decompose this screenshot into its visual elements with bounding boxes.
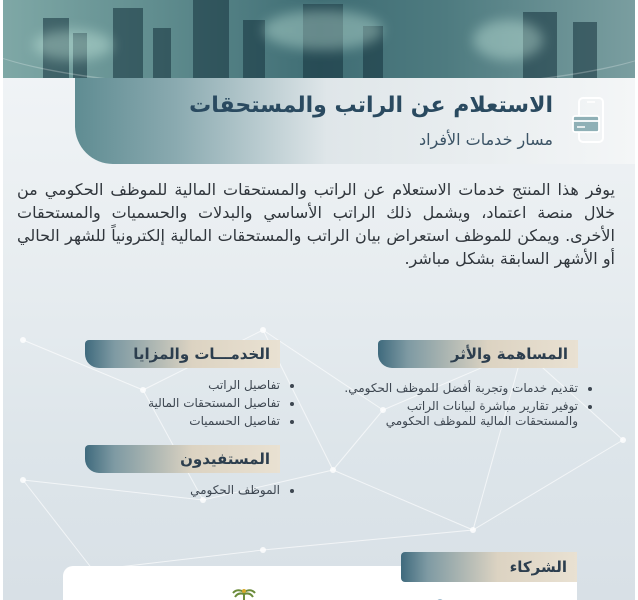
partner-logo-icon — [431, 594, 449, 600]
page-subtitle: مسار خدمات الأفراد — [418, 130, 553, 149]
list-item: • تفاصيل الراتب — [85, 378, 280, 393]
list-item: • تفاصيل المستحقات المالية — [85, 396, 280, 411]
section-tag-services: الخدمـــات والمزايا — [85, 340, 280, 368]
contribution-list — [343, 381, 598, 432]
page-title: الاستعلام عن الراتب والمستحقات — [189, 93, 553, 118]
list-item: • الموظف الحكومي — [85, 483, 280, 498]
section-tag-contribution: المساهمة والأثر — [378, 340, 578, 368]
mobile-payment-icon — [571, 96, 611, 146]
list-item: • تقديم خدمات وتجربة أفضل للموظف الحكومي. — [343, 381, 578, 396]
service-description: يوفر هذا المنتج خدمات الاستعلام عن الراتب والمستحقات المالية للموظف الحكومي من خلال منصة اعتماد، ويشمل ذلك الراتب الأساسي والبدلات والحسميات والمستحقات الأخرى. ويمكن للموظف استعراض بيان الراتب والمستحقات المالية إلكترونياً للشهر الحالي أو الأشهر السابقة بشكل مباشر. — [17, 180, 615, 268]
services-list — [85, 378, 300, 432]
section-tag-partners: الشركاء — [401, 552, 577, 582]
saudi-emblem-icon — [229, 586, 259, 600]
hero-banner-image — [3, 0, 635, 78]
beneficiaries-list — [85, 483, 300, 501]
list-item: • تفاصيل الحسميات — [85, 414, 280, 429]
title-bar — [75, 78, 635, 164]
list-item: • توفير تقارير مباشرة لبيانات الراتب والمستحقات المالية للموظف الحكومي — [343, 399, 578, 429]
page — [3, 0, 635, 600]
section-tag-beneficiaries: المستفيدون — [85, 445, 280, 473]
